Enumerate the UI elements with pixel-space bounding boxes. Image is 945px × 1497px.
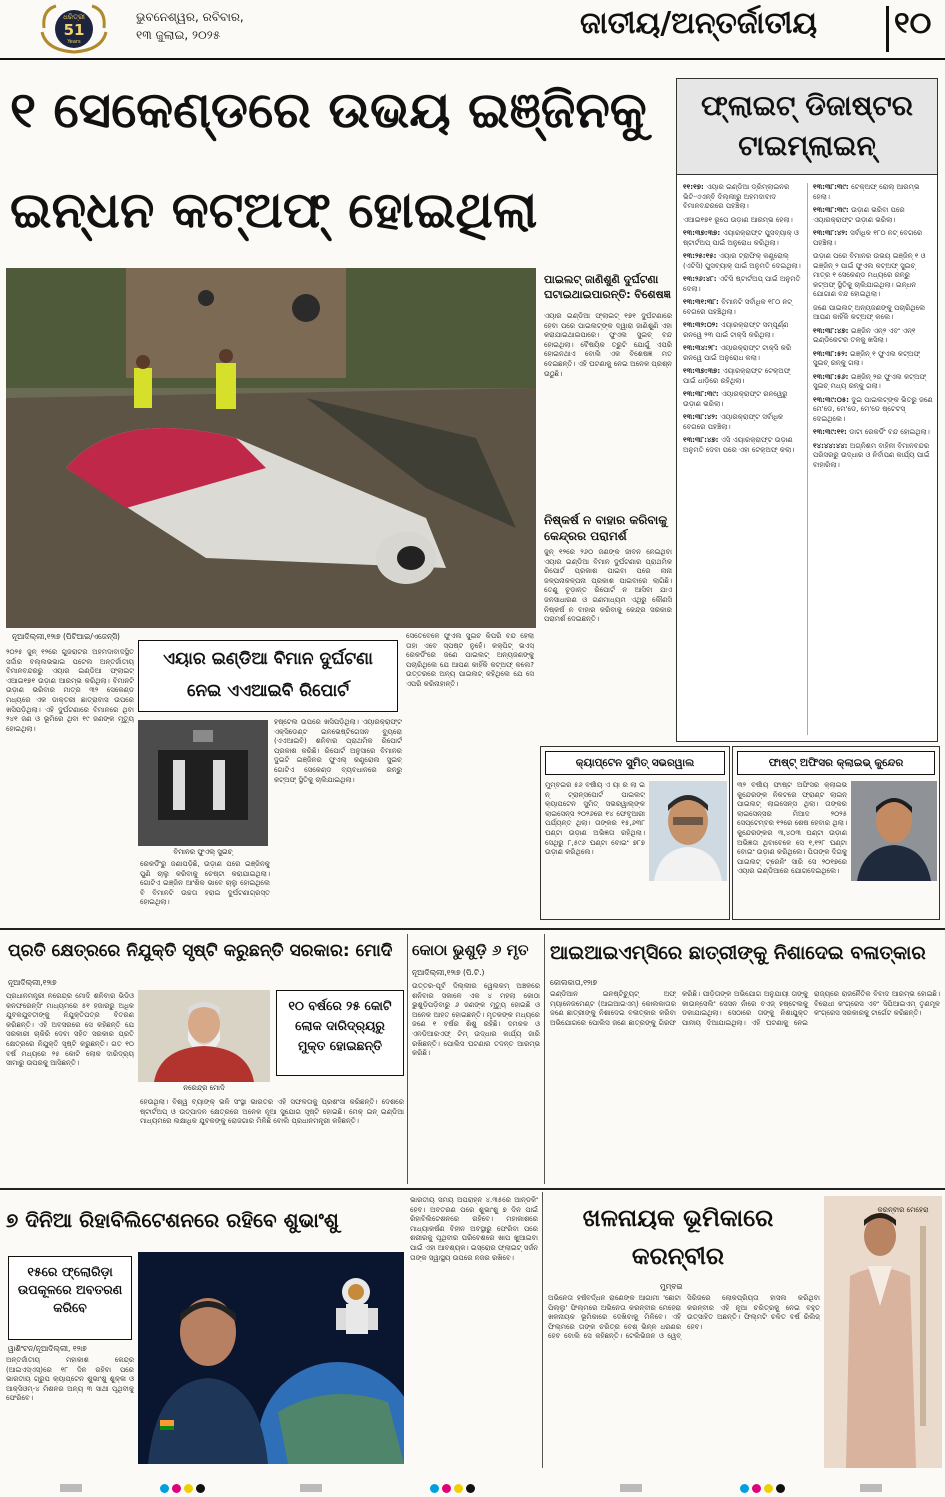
first-officer-profile xyxy=(732,746,940,920)
divider-rule-2 xyxy=(0,928,945,930)
reg-magenta-mark xyxy=(442,1484,451,1493)
shubhanshu-body-2: ଭାରତୀୟ ସମୟ ଅପରାହ୍ନ ୪.୩୫ରେ ଆନ୍‌ଡକିଂ ହେବ। ଅବତରଣ ପରେ ଶୁଭାଂଶୁ ୭ ଦିନ ପାଇଁ ରିହାବିଲିଟେଶନରେ ରହିବେ। ମହାକାଶରେ ମାଧ୍ୟାକର୍ଷଣ ବିହୀନ ଅବସ୍ଥାରୁ ଫେରିବା ପରେ ଶରୀରକୁ ପୃଥିବୀର ପରିବେଶରେ ଖାପ ଖୁଆଇବା ପାଇଁ ଏହା ଆବଶ୍ୟକ। ଇସ୍ରୋର ଫ୍ଲାଇଟ୍ ସର୍ଜନ ତାଙ୍କ ସ୍ୱାସ୍ଥ୍ୟ ଉପରେ ନଜର ରଖିବେ। xyxy=(410,1196,538,1262)
timeline-text: ଏୟାରକ୍ରାଫ୍ଟ ଟାକ୍ସି କରି ରନୱେ ପାଇଁ ଅନୁରୋଧ କଲା। xyxy=(683,344,792,362)
modi-headline: ପ୍ରତି କ୍ଷେତ୍ରରେ ନିଯୁକ୍ତି ସୃଷ୍ଟି କରୁଛନ୍ତି ସରକାର: ମୋଦି xyxy=(8,941,393,961)
footer-grey-bar-4 xyxy=(860,1484,882,1492)
timeline-column-divider xyxy=(807,183,808,735)
reg-yellow-mark xyxy=(454,1484,463,1493)
section-title: ଜାତୀୟ/ଅନ୍ତର୍ଜାତୀୟ xyxy=(580,6,818,41)
timeline-entry xyxy=(813,304,933,323)
first-officer-title: ଫାଷ୍ଟ୍ ଅଫିସର କ୍ଲାଇଭ୍ କୁନ୍ଦେର xyxy=(737,751,935,775)
sidebar-body-1: ଏୟାର ଇଣ୍ଡିଆ ଫ୍ଲାଇଟ୍ ୧୭୧ ଦୁର୍ଘଟଣାରେ ହେବା ପରେ ପାଇଲଟ୍‌ଙ୍କ ଦ୍ୱାରା ଜାଣିଶୁଣି ଏହା କରାଯାଇଥାଇପାରେ। ଫୁଏଲ ସୁଇଚ୍ ବନ୍ଦ ହୋଇଥିଲା। ବୈଷୟିକ ତ୍ରୁଟି ଯୋଗୁଁ ଏପରି ହୋଇନଥାଏ ବୋଲି ଏକ ବିଶେଷଜ୍ଞ ମତ ଦେଇଛନ୍ତି। ଏହି ଘଟଣାକୁ ନେଇ ଅନେକ ପ୍ରଶ୍ନ ଉଠୁଛି। xyxy=(544,312,672,378)
timeline-text: ଇଞ୍ଜିନ ଏନ୍୨ ଏବଂ ଏନ୍୧ ଇଣ୍ଡିକେଟର ତଳକୁ ଖସିଲା। xyxy=(813,326,916,344)
timeline-time: ୧୩:୩୮:୩୯: xyxy=(683,390,722,398)
sidebar-headline-1: ପାଇଲଟ୍ ଜାଣିଶୁଣି ଦୁର୍ଘଟଣା ଘଟାଇଥାଇପାରନ୍ତି: ବିଶେଷଜ୍ଞ xyxy=(544,273,671,301)
timeline-text: ଏଆଇ୧୭୧ ରୂପେ ଉଡ଼ାଣ ଆରମ୍ଭ ହେଲା। xyxy=(683,215,793,224)
kota-body: ଉତ୍ତର-ପୂର୍ବ ଦିଲ୍ଲୀର ୱେଲକମ୍ ଅଞ୍ଚଳରେ ଶନିବାର ସକାଳେ ଏକ ୪ ମହଲା କୋଠା ଭୁଶୁଡ଼ିପଡ଼ିବାରୁ ୬ ଜଣଙ୍କ ମୃତ୍ୟୁ ହୋଇଛି ଓ ଅନେକ ଆହତ ହୋଇଛନ୍ତି। ମୃତକଙ୍କ ମଧ୍ୟରେ ଜଣେ ୧ ବର୍ଷର ଶିଶୁ ରହିଛି। ଦମକଳ ଓ ଏନଡିଆରଏଫ୍ ଟିମ୍ ଉଦ୍ଧାର କାର୍ଯ୍ୟ ଜାରି ରଖିଛନ୍ତି। ପୋଲିସ ଘଟଣାର ତଦନ୍ତ ଆରମ୍ଭ କରିଛି। xyxy=(412,982,540,1058)
modi-dateline: ନୂଆଦିଲ୍ଲୀ,୧୨ା୭ xyxy=(8,978,57,987)
footer-grey-bar-3 xyxy=(620,1484,642,1492)
page-number: ୧୦ xyxy=(894,6,932,41)
timeline-entry xyxy=(683,229,803,248)
modi-photo-caption: ନରେନ୍ଦ୍ର ମୋଦି xyxy=(183,1084,225,1092)
karanvir-body: ଅଭିନେତା ହର୍ଷବର୍ଦ୍ଧନ ରାଣେଙ୍କ ଆଗାମୀ 'ଛୋଟା ପିଲ୍ଲୁ' ଫିଲ୍ମରେ ଅଭିନେତା କରନ୍‌ବୀର ମେହେରା ଖଳନାୟକ ଭୂମିକାରେ ଦେଖିବାକୁ ମିଳିବେ। ଏହି ଫିଲ୍ମରେ ତାଙ୍କ ଚରିତ୍ର ବେଶ୍ ଭିନ୍ନ ଧରଣର ହେବ ବୋଲି ସେ କହିଛନ୍ତି। ଟେଲିଭିଜନ ଓ ୱେବ୍ ସିରିଜରେ ଲୋକପ୍ରିୟତା ହାସଲ କରିଥିବା କରନ୍‌ବୀର ଏହି ନୂଆ ଚରିତ୍ରକୁ ନେଇ ବହୁତ ଉତ୍ସାହିତ ଅଛନ୍ତି। ଫିଲ୍ମଟି ଚଳିତ ବର୍ଷ ରିଲିଜ୍ ହେବ। xyxy=(548,1294,820,1341)
kota-dateline: ନୂଆଦିଲ୍ଲୀ,୧୨ା୭ (ପି.ଟି.) xyxy=(412,968,485,977)
timeline-time: ୧୩:୩୮:୫୨: xyxy=(813,349,850,358)
timeline-entry xyxy=(813,396,933,425)
timeline-entry xyxy=(813,252,933,300)
modi-body-col-2: ହେଉଥିଲା। ବିଶ୍ୱ ବ୍ୟାଙ୍କ୍ ଭଳି ସଂସ୍ଥା ଭାରତର ଏହି ସଫଳତାକୁ ପ୍ରଶଂସା କରିଛନ୍ତି। ଦେଶରେ ଷ୍ଟାର୍ଟଅପ୍ ଓ ଉତ୍ପାଦନ କ୍ଷେତ୍ରରେ ଅନେକ ନୂଆ ସୁଯୋଗ ସୃଷ୍ଟି ହୋଇଛି। ମେକ୍ ଇନ୍ ଇଣ୍ଡିଆ ମାଧ୍ୟମରେ ଲକ୍ଷାଧିକ ଯୁବକଙ୍କୁ ରୋଜଗାର ମିଳିଛି ବୋଲି ପ୍ରଧାନମନ୍ତ୍ରୀ କହିଛନ୍ତି। xyxy=(140,1098,404,1126)
karanvir-headline-1: ଖଳନାୟକ ଭୂମିକାରେ xyxy=(582,1204,774,1232)
timeline-text: ଏୟାରକ୍ରାଫ୍ଟ ରନୱେରୁ ଉଡ଼ାଣ ଭରିଲା। xyxy=(683,390,788,408)
reg-yellow-mark xyxy=(184,1484,193,1493)
timeline-right-column xyxy=(813,183,933,735)
timeline-time: ୧୩:୩୧:୩୮: xyxy=(683,298,722,306)
timeline-text: ଉଡ଼ାଣ ପରେ ବିମାନର ଉଭୟ ଇଞ୍ଜିନ୍ ୧ ଓ ଇଞ୍ଜିନ୍ ୨ ପାଇଁ ଫୁଏଲ କଟ୍‌ଅଫ୍ ସୁଇଚ୍ ମାତ୍ର ୧ ସେକେଣ୍ଡ ମଧ୍ୟରେ ରନ୍‌ରୁ କଟ୍‌ଅଫ୍ ସ୍ଥିତିକୁ ଚାଲିଯାଇଥିଲା। ଇନ୍ଧନ ଯୋଗାଣ ବନ୍ଦ ହୋଇଥିଲା। xyxy=(813,252,926,298)
timeline-entry xyxy=(683,275,803,294)
logo-number: 51 xyxy=(63,21,85,39)
timeline-entry xyxy=(683,321,803,340)
timeline-time: ୧୩:୩୯:୦୫: xyxy=(813,395,852,404)
report-caption-1: ଏୟାର ଇଣ୍ଡିଆ ବିମାନ ଦୁର୍ଘଟଣା xyxy=(163,649,373,669)
shubhanshu-photo xyxy=(138,1252,404,1464)
timeline-time: ୧୪:୪୪:୪୪: xyxy=(813,441,850,450)
timeline-time: ୧୧:୧୭: xyxy=(683,183,707,191)
shubhanshu-box: ୧୫ରେ ଫ୍ଲୋରିଡ଼ା ଉପକୂଳରେ ଅବତରଣ କରିବେ xyxy=(8,1256,132,1340)
timeline-entry xyxy=(813,373,933,392)
sidebar-body-2: ଜୁନ୍ ୧୨ରେ ୨୬୦ ଜଣଙ୍କ ଜୀବନ ନେଇଥିବା ଏୟାର ଇଣ୍ଡିଆ ବିମାନ ଦୁର୍ଘଟଣାର ପ୍ରାଥମିକ ରିପୋର୍ଟ ପ୍ରକାଶ ପାଇବା ପରେ ନାନା ଜଳ୍ପନାକଳ୍ପନା ପ୍ରକାଶ ପାଇବାରେ ଲାଗିଛି। ତେଣୁ ଚୂଡ଼ାନ୍ତ ରିପୋର୍ଟ ନ ଆସିବା ଯାଏ ଜନସାଧାରଣ ଓ ଗଣମାଧ୍ୟମ ଏଥିରୁ କୌଣସି ନିଷ୍କର୍ଷ ନ ବାହାର କରିବାକୁ କେନ୍ଦ୍ର ସରକାର ପରାମର୍ଶ ଦେଇଛନ୍ତି। xyxy=(544,548,672,624)
report-caption-box xyxy=(138,640,398,712)
timeline-text: ଏଟିସି ଷ୍ଟାର୍ଟଅପ୍ ପାଇଁ ଅନୁମତି ଦେଲା। xyxy=(683,275,801,293)
modi-photo xyxy=(138,990,270,1082)
reg-cyan-mark xyxy=(430,1484,439,1493)
iim-headline: ଆଇଆଇଏମ୍‌ସିରେ ଛାତ୍ରୀଙ୍କୁ ନିଶାଦେଇ ବଳାତ୍କାର xyxy=(550,942,926,964)
shubhanshu-headline: ୭ ଦିନିଆ ରିହାବିଲିଟେଶନରେ ରହିବେ ଶୁଭାଂଶୁ xyxy=(6,1208,339,1232)
timeline-time: ୧୩:୩୯:୧୧: xyxy=(813,428,850,436)
anniversary-logo xyxy=(36,2,112,54)
reg-cyan-mark xyxy=(160,1484,169,1493)
modi-body-col-1: ପ୍ରଧାନମନ୍ତ୍ରୀ ନରେନ୍ଦ୍ର ମୋଦି ଶନିବାର ଭିଡିଓ କନଫରେନ୍ସିଂ ମାଧ୍ୟମରେ ୫୧ ହଜାରରୁ ଅଧିକ ଯୁବକଯୁବତୀଙ୍କୁ ନିଯୁକ୍ତିପତ୍ର ବିତରଣ କରିଛନ୍ତି। ଏହି ଅବସରରେ ସେ କହିଛନ୍ତି ଯେ ସରକାରୀ ଚାକିରି ଦେବା ସହିତ ସରକାର ପ୍ରତି କ୍ଷେତ୍ରରେ ନିଯୁକ୍ତି ସୃଷ୍ଟି କରୁଛନ୍ତି। ଗତ ୧୦ ବର୍ଷ ମଧ୍ୟରେ ୨୫ କୋଟି ଲୋକ ଦାରିଦ୍ର୍ୟ ସୀମାରୁ ଉପରକୁ ଆସିଛନ୍ତି। xyxy=(6,992,134,1068)
fuel-switch-inset xyxy=(138,720,268,846)
timeline-time: ୧୩:୨୫:୧୫: xyxy=(683,252,719,260)
karanvir-dateline: ମୁମ୍ବଇ xyxy=(660,1282,683,1291)
first-officer-photo xyxy=(851,781,937,881)
timeline-entry xyxy=(813,327,933,346)
iim-dateline: କୋଲକାତା,୧୨ା୭ xyxy=(550,978,598,987)
timeline-title-1: ଫ୍ଲାଇଟ୍ ଡିଜାଷ୍ଟର xyxy=(701,89,913,122)
masthead xyxy=(0,0,945,60)
shubhanshu-dateline: ୱାଶିଂଟନ/ନୂଆଦିଲ୍ଲୀ, ୧୨ା୭ xyxy=(8,1344,87,1353)
reg-black-mark xyxy=(776,1484,785,1493)
timeline-entry xyxy=(683,216,803,226)
timeline-entry xyxy=(683,390,803,409)
lead-body-col-2: ହଷ୍ଟେଲ ଉପରେ ଖସିପଡ଼ିଥିଲା। ଏୟାରକ୍ରାଫ୍ଟ ଏକ୍ସିଡେଣ୍ଟ ଇନଭେଷ୍ଟିଗେସନ ବ୍ୟୁରୋ (ଏଏଆଇବି) ଶନିବାର ପ୍ରାଥମିକ ରିପୋର୍ଟ ପ୍ରକାଶ କରିଛି। ରିପୋର୍ଟ ଅନୁସାରେ ବିମାନର ଦୁଇଟି ଇଞ୍ଜିନର ଫୁଏଲ୍ କଣ୍ଟ୍ରୋଲ ସୁଇଚ୍ ଗୋଟିଏ ସେକେଣ୍ଡ ବ୍ୟବଧାନରେ ରନ୍‌ରୁ କଟ୍‌ଅଫ୍ ସ୍ଥିତିକୁ ଚାଲିଯାଇଥିଲା। xyxy=(274,718,402,784)
lead-body-col-4: ରେକର୍ଡିଂରୁ ଜଣାପଡ଼ିଛି, ଉଡ଼ାଣ ପରେ ଇଞ୍ଜିନକୁ ପୁଣି ଚାଲୁ କରିବାକୁ ଚେଷ୍ଟା କରାଯାଇଥିଲା। ଗୋଟିଏ ଇଞ୍ଜିନ ଆଂଶିକ ଭାବେ ଚାଲୁ ହୋଇଥିଲେ ବି ବିମାନଟି ଉଚ୍ଚତା ହରାଇ ଦୁର୍ଘଟଣାଗ୍ରସ୍ତ ହୋଇଥିଲା। xyxy=(140,860,270,907)
timeline-time: ୧୩:୩୮:୪୨: xyxy=(813,229,851,237)
timeline-time: ୧୩:୩୭:୩୭: xyxy=(683,229,723,237)
divider-rule-3 xyxy=(0,1188,945,1190)
reg-magenta-mark xyxy=(752,1484,761,1493)
timeline-entry xyxy=(683,413,803,432)
lead-headline-2: ଇନ୍ଧନ କଟ୍‌ଅଫ୍ ହୋଇଥିଲା xyxy=(10,181,538,239)
timeline-entry xyxy=(683,436,803,455)
timeline-time: ୧୩:୨୬:୪୮: xyxy=(683,275,720,283)
timeline-text: ସର୍ବାଧିକ ୧୮୦ ନଟ୍ ବେଗରେ ପହଞ୍ଚିଲା। xyxy=(813,229,923,247)
timeline-text: ବିମାନଟି ସର୍ବାଧିକ ୧୮୦ ନଟ୍ ବେଗରେ ପହଞ୍ଚିଥିଲା। xyxy=(683,298,793,316)
fuel-switch-caption: ବିମାନର ଫୁଏଲ୍ ସୁଇଚ୍ xyxy=(173,848,233,856)
karanvir-photo-caption: କରନ୍‌ବୀର ମେହେରା xyxy=(877,1206,929,1214)
reg-black-mark xyxy=(466,1484,475,1493)
vertical-rule-lower xyxy=(542,1192,543,1468)
captain-title: କ୍ୟାପ୍‌ଟେନ ସୁମିତ୍ ସଭରୱାଲ xyxy=(545,751,725,775)
timeline-entry xyxy=(813,442,933,471)
timeline-entry xyxy=(813,183,933,202)
timeline-time: ୧୩:୩୮:୩୯: xyxy=(813,183,852,191)
first-officer-text: ୩୨ ବର୍ଷୀୟ ଫାଷ୍ଟ ଅଫିସର କ୍ଲାଇଭ କୁନ୍ଦେରଙ୍କ ନିକଟରେ ଫ୍ରାଣ୍ଟ ଲାଇନ୍ ପାଇଲଟ୍ ଲାଇସେନ୍ସ ଥିଲା। ତାଙ୍କର ଲାଇସେନ୍ସର ମିଆଦ ୨୦୨୫ ସେପ୍ଟେମ୍ବର ୧୨ରେ ଶେଷ ହେବାର ଥିଲା। କୁନ୍ଦେରଙ୍କର ୩,୪୦୩ ଘଣ୍ଟା ଉଡ଼ାଣ ଅଭିଜ୍ଞତା ଥିବାବେଳେ ସେ ୧,୧୨୮ ଘଣ୍ଟା ବୋଇଂ ଉଡ଼ାଣ କରିଥିଲେ। ପିତାଙ୍କ ଦିଗକୁ ପାଇଲଟ୍ ଟ୍ରେନିଂ ସାରି ସେ ୨୦୧୭ରେ ଏୟାର ଇଣ୍ଡିଆରେ ଯୋଗଦେଇଥିଲେ। xyxy=(737,781,847,876)
timeline-entry xyxy=(683,367,803,386)
timeline-time: ୧୩:୩୮:୪୨: xyxy=(683,413,721,421)
timeline-text: ଏୟାରକ୍ରାଫ୍ଟ ସର୍ବାଧିକ ବେଗରେ ପହଞ୍ଚିଲା। xyxy=(683,413,784,431)
timeline-title-2: ଟାଇମ୍‌ଲାଇନ୍ xyxy=(738,129,876,162)
shubhanshu-body-1: ଅନ୍ତର୍ଜାତୀୟ ମହାକାଶ କେନ୍ଦ୍ର (ଆଇଏସ୍‌ଏସ୍)ରେ ୧୮ ଦିନ ରହିବା ପରେ ଭାରତୀୟ ଗ୍ରୁପ କ୍ୟାପ୍ଟେନ ଶୁଭାଂଶୁ ଶୁକ୍ଳା ଓ ଆକ୍ସିଓମ୍-୪ ମିଶନର ଅନ୍ୟ ୩ ସାଥୀ ପୃଥିବୀକୁ ଫେରିବେ। xyxy=(6,1356,134,1403)
timeline-text: ଇଞ୍ଜିନ୍ ୨ର ଫୁଏଲ କଟ୍‌ଅଫ୍ ସୁଇଚ୍ ମଧ୍ୟ ରନ୍‌କୁ ଗଲା। xyxy=(813,372,927,390)
timeline-entry xyxy=(813,229,933,248)
timeline-text: ଉଡ଼ାଣ ଭରିବା ପରେ ଏୟାରକ୍ରାଫ୍ଟ ଉଡ଼ାଣ ଭରିଲା। xyxy=(813,206,905,224)
vertical-rule-right xyxy=(544,934,545,1184)
reg-black-mark xyxy=(196,1484,205,1493)
timeline-text: ଏୟାର ଇଣ୍ଡିଆ ଡ୍ରିମ୍‌ଲାଇନର ଭିଟି-ଏଏନ୍‌ବି ଦିଲ୍ଲୀରୁ ଅହମଦାବାଦ ବିମାନବନ୍ଦରରେ ପହଞ୍ଚିଲା। xyxy=(683,183,790,210)
timeline-text: ଡାଟା ରେକର୍ଡିଂ ବନ୍ଦ ହୋଇଥିଲା। xyxy=(849,428,930,436)
karanvir-headline-2: କରନ୍‌ବୀର xyxy=(631,1242,725,1270)
footer-grey-bar-1 xyxy=(60,1484,82,1492)
timeline-text: ଏୟାର ଟ୍ରାଫିକ୍ କଣ୍ଟ୍ରୋଲ୍ (ଏଟିସି) ପୁସବ୍ୟାକ୍ ପାଇଁ ଅନୁମତି ଦେଇଥିଲା। xyxy=(683,252,801,270)
timeline-entry xyxy=(813,206,933,225)
reg-yellow-mark xyxy=(764,1484,773,1493)
sidebar-headline-2: ନିଷ୍କର୍ଷ ନ ବାହାର କରିବାକୁ କେନ୍ଦ୍ରର ପରାମର୍ଶ xyxy=(544,513,668,543)
timeline-time: ୧୩:୩୪:୨୮: xyxy=(683,344,721,352)
lead-headline-1: ୧ ସେକେଣ୍ଡରେ ଉଭୟ ଇଞ୍ଜିନକୁ xyxy=(10,81,647,139)
timeline-text: ଏସି ଏୟାରକ୍ରାଫ୍ଟ ଉଡ଼ାଣ ଅନୁମତି ଦେବା ପରେ ଏହା ଟେକ୍‌ଅଫ୍ କଲା। xyxy=(683,436,795,454)
timeline-time: ୧୩:୩୨:୦୨: xyxy=(683,321,721,329)
logo-text: ଧରିତ୍ରୀ xyxy=(63,13,85,21)
lead-body-col-1: ୨୦୨୫ ଜୁନ୍ ୧୨ରେ ଗୁଜରାଟର ଅହମଦାବାଦସ୍ଥିତ ସର୍ଦ୍ଦାର ବଲ୍ଲଭଭାଇ ପଟେଲ ଅନ୍ତର୍ଜାତୀୟ ବିମାନବନ୍ଦରରୁ ଏୟାର ଇଣ୍ଡିଆ ଫ୍ଲାଇଟ୍ ଏଆଇ୧୭୧ ଉଡ଼ାଣ ଆରମ୍ଭ କରିଥିଲା। ବିମାନଟି ଉଡ଼ାଣ ଭରିବାର ମାତ୍ର ୩୨ ସେକେଣ୍ଡ ମଧ୍ୟରେ ଏକ ଡାକ୍ତରୀ ଛାତ୍ରାବାସ ଉପରେ ଖସିପଡ଼ିଥିଲା। ଏହି ଦୁର୍ଘଟଣାରେ ବିମାନରେ ଥିବା ୨୪୧ ଜଣ ଓ ଭୂମିରେ ଥିବା ୧୯ ଜଣଙ୍କ ମୃତ୍ୟୁ ହୋଇଥିଲା। xyxy=(6,648,134,733)
modi-pull-quote: ୧୦ ବର୍ଷରେ ୨୫ କୋଟି ଲୋକ ଦାରିଦ୍ର୍ୟରୁ ମୁକ୍ତ ହୋଇଛନ୍ତି xyxy=(276,990,404,1076)
timeline-text: ଦୁଇ ପାଇଲଟ୍‌ଙ୍କ ଭିତରୁ ଜଣେ ମେ'ଡେ, ମେ'ଡେ, ମେ'ଡେ ଷ୍ଟେଟସ୍ ଦେଇଥିଲେ। xyxy=(813,395,933,423)
timeline-entry xyxy=(683,298,803,317)
dateline-line-1: ଭୁବନେଶ୍ୱର, ରବିବାର, xyxy=(136,10,244,24)
karanvir-photo xyxy=(824,1196,942,1468)
reg-magenta-mark xyxy=(172,1484,181,1493)
report-caption-2: ନେଇ ଏଏଆଇବି ରିପୋର୍ଟ xyxy=(186,681,350,701)
timeline-entry xyxy=(683,183,803,212)
timeline-entry xyxy=(683,252,803,271)
timeline-time: ୧୩:୩୮:୪୭: xyxy=(813,326,851,335)
timeline-text: ଜଣେ ପାଇଲଟ୍ ଅନ୍ୟଜଣଙ୍କୁ ପଚାରିଥିଲେ ଆପଣ କାହିଁକି କଟ୍‌ଅଫ୍ କଲେ। xyxy=(813,303,926,321)
captain-photo xyxy=(649,781,727,881)
reg-cyan-mark xyxy=(740,1484,749,1493)
section-divider xyxy=(886,6,889,52)
timeline-left-column xyxy=(683,183,803,735)
vertical-rule-mid xyxy=(407,934,408,1184)
photo-credit: ନୂଆଦିଲ୍ଲୀ,୧୨ା୭ (ପିଟିଆଇ/ଏଜେନ୍ସି) xyxy=(12,632,120,641)
captain-text: ମୁମ୍ବଇର ୫୬ ବର୍ଷୀୟ ଏ ୟା ର ଲା ଇ ନ୍ ଟ୍ରାନ୍ସପୋର୍ଟ ପାଇଲଟ୍ କ୍ୟାପଟେନ ସୁମିତ୍ ସଭରୱାଲ୍‌ଙ୍କ ଲାଇସେନ୍ସ ୨୦୨୬ରେ ୧୪ ଫେବୃଆରୀ ପର୍ଯ୍ୟନ୍ତ ଥିଲା। ତାଙ୍କର ୧୫,୬୩୮ ଘଣ୍ଟା ଉଡ଼ାଣ ଅଭିଜ୍ଞତା ରହିଥିଲା। ସେଥିରୁ ୮,୫୯୬ ଘଣ୍ଟା ବୋଇଂ ୭୮୭ ଉଡ଼ାଣ କରିଥିଲେ। xyxy=(545,781,645,857)
captain-profile xyxy=(540,746,730,920)
timeline-text: ଅଗ୍ନିଶମ ବାହିନୀ ବିମାନବନ୍ଦର ପରିସରରୁ ଉଦ୍ଧାର ଓ ନିର୍ବାପଣ କାର୍ଯ୍ୟ ପାଇଁ ବାହାରିଲା। xyxy=(813,441,930,469)
timeline-text: ଇଞ୍ଜିନ୍ ୧ ଫୁଏଲ କଟ୍‌ଅଫ୍ ସୁଇଚ୍ ରନ୍‌କୁ ଗଲା। xyxy=(813,349,921,367)
crash-photo xyxy=(6,268,536,628)
kota-headline: କୋଠା ଭୁଶୁଡ଼ି ୬ ମୃତ xyxy=(412,941,529,959)
timeline-time: ୧୩:୩୮:୪୭: xyxy=(683,436,721,444)
iim-body: ଇଣ୍ଡିଆନ ଇନଷ୍ଟିଚ୍ୟୁଟ୍ ଅଫ୍ ମ୍ୟାନେଜମେଣ୍ଟ (ଆଇଆଇଏମ୍) କୋଲକାତାର ଜଣେ ଛାତ୍ରୀଙ୍କୁ ନିଶାଦେଇ ବଳାତ୍କାର କରିବା ଅଭିଯୋଗରେ ପୋଲିସ ଜଣେ ଛାତ୍ରଙ୍କୁ ଗିରଫ କରିଛି। ପୀଡ଼ିତାଙ୍କ ଅଭିଯୋଗ ଅନୁଯାୟୀ ତାଙ୍କୁ କାଉନ୍‌ସେଲିଂ ସେସନ ନାଁରେ ବଏଜ୍ ହଷ୍ଟେଲକୁ ଡକାଯାଇଥିଲା। ସେଠାରେ ତାଙ୍କୁ ନିଶାଯୁକ୍ତ ପାନୀୟ ଦିଆଯାଇଥିଲା। ଏହି ଘଟଣାକୁ ନେଇ ରାଜ୍ୟରେ ରାଜନୈତିକ ବିବାଦ ଆରମ୍ଭ ହୋଇଛି। ବିରୋଧୀ କଂଗ୍ରେସ ଏବଂ ସିପିଆଇଏମ୍ ତୃଣମୂଳ କଂଗ୍ରେସ ସରକାରକୁ ଟାର୍ଗେଟ କରିଛନ୍ତି। xyxy=(550,990,940,1027)
timeline-text: ଏୟାରକ୍ରାଫ୍ଟ ପୁସବ୍ୟାକ୍ ଓ ଷ୍ଟାର୍ଟଅପ୍ ପାଇଁ ଅନୁରୋଧ କରିଥିଲା। xyxy=(683,229,799,247)
timeline-box xyxy=(676,78,938,742)
timeline-time: ୧୩:୩୭:୩୭: xyxy=(683,367,723,375)
footer-grey-bar-2 xyxy=(300,1484,322,1492)
timeline-entry xyxy=(813,350,933,369)
timeline-entry xyxy=(813,428,933,438)
timeline-time: ୧୩:୩୮:୫୬: xyxy=(813,372,851,381)
timeline-text: ଏୟାରକ୍ରାଫ୍ଟ ସମ୍ପୂର୍ଣ୍ଣ ରନୱେ ୨୩ ପାଇଁ ଟାକ୍ସି କରିଥିଲା। xyxy=(683,321,789,339)
lead-body-col-3: ସେତେବେଳେ ଫୁଏଲ ସୁଇଚ କିପରି ବନ୍ଦ ହେଲା ତାହା ଏବେ ସ୍ପଷ୍ଟ ନୁହେଁ। କକ୍‌ପିଟ୍ ଭଏସ୍ ରେକର୍ଡିଂରେ ଜଣେ ପାଇଲଟ୍ ଅନ୍ୟଜଣଙ୍କୁ ପଚାରିଥିଲେ ଯେ ଆପଣ କାହିଁକି କଟ୍‌ଅଫ୍ କଲେ? ଉତ୍ତରରେ ଅନ୍ୟ ପାଇଲଟ୍ କହିଥିଲେ ଯେ ସେ ଏପରି କରିନାହାନ୍ତି। xyxy=(406,632,534,688)
dateline-line-2: ୧୩ ଜୁଲାଇ, ୨୦୨୫ xyxy=(136,28,221,42)
timeline-text: ଟେକ୍‌ଅଫ୍ ରୋଲ୍ ଆରମ୍ଭ ହେଲା। xyxy=(813,183,920,201)
logo-sub: Years xyxy=(67,39,81,45)
timeline-time: ୧୩:୩୮:୩୯: xyxy=(813,206,852,214)
timeline-text: ଏୟାରକ୍ରାଫ୍ଟ ଟେକ୍‌ଅଫ୍ ପାଇଁ ଧାଡ଼ିରେ ରହିଥିଲା। xyxy=(683,367,791,385)
timeline-entry xyxy=(683,344,803,363)
